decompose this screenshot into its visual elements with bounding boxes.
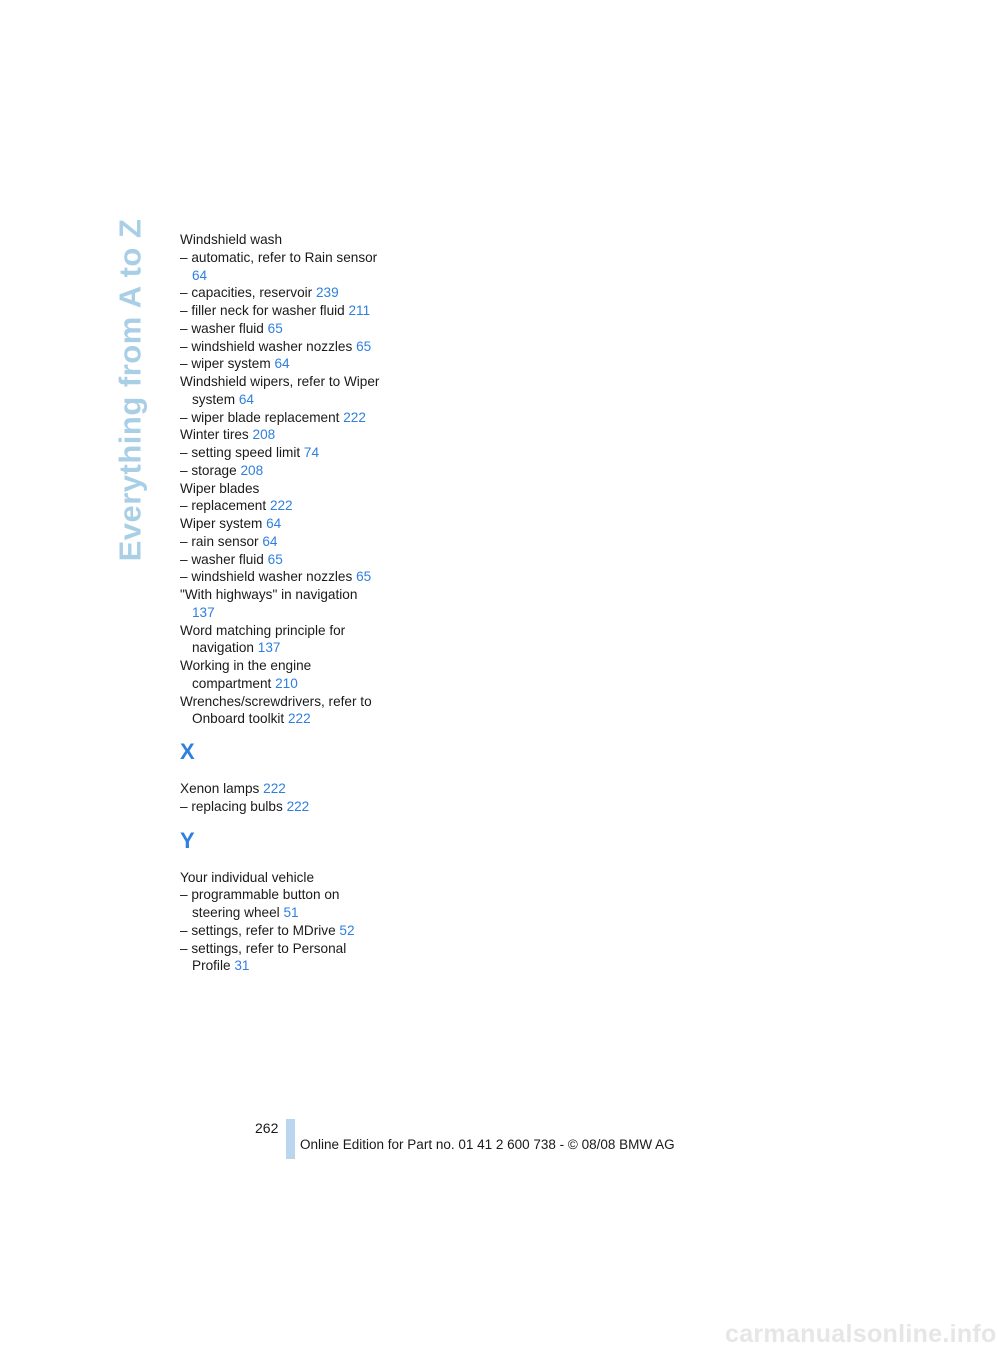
index-entry [180,869,380,887]
index-entry [180,444,380,462]
page-reference-link[interactable]: 208 [252,427,276,443]
index-entry [180,284,380,302]
page-reference-link[interactable]: 64 [274,356,290,372]
index-entry-text: – replacing bulbs [180,798,283,814]
side-section-title [100,218,160,562]
watermark-text: carmanualsonline.info [725,1320,997,1348]
page-reference-link[interactable]: 51 [283,905,299,920]
page-reference-link[interactable]: 210 [275,675,298,691]
index-entry [180,622,380,658]
index-entry-text: "With highways" in navigation [180,587,358,602]
page-reference-link[interactable]: 65 [267,320,283,336]
index-entry-text: – settings, refer to Personal Profile [180,940,347,974]
page-reference-link[interactable]: 222 [286,798,310,814]
index-entry-text: – settings, refer to MDrive [180,922,336,938]
index-entry [180,940,380,976]
index-entry-text: Xenon lamps [180,781,260,796]
page-reference-link[interactable]: 64 [192,267,208,283]
index-entry [180,586,380,622]
index-entry [180,780,380,798]
index-section-w [180,231,380,728]
index-entry [180,231,380,249]
page-reference-link[interactable]: 208 [240,462,264,478]
index-section-y [180,869,380,976]
page-reference-link[interactable]: 65 [356,338,372,354]
index-entry [180,922,380,940]
index-entry [180,338,380,356]
index-entry [180,657,380,693]
side-section-title-text: Everything from A to Z [112,218,148,562]
page-reference-link[interactable]: 64 [262,533,278,549]
index-entry-text: Wiper system [180,516,263,531]
index-entry-text: Word matching principle for navigation [180,622,346,656]
index-entry [180,798,380,816]
index-entry-text: – rain sensor [180,533,259,549]
index-entry [180,886,380,922]
index-entry-text: – storage [180,462,237,478]
index-entry [180,551,380,569]
index-entry-text: Windshield wipers, refer to Wiper system [180,374,380,407]
index-entry [180,320,380,338]
index-entry [180,426,380,444]
index-entry-text: Wrenches/screwdrivers, refer to Onboard toolkit [180,693,372,727]
index-entry-text: – washer fluid [180,551,264,567]
index-entry-text: Winter tires [180,427,249,443]
index-entry-text: Wiper blades [180,480,260,496]
page-reference-link[interactable]: 74 [303,445,320,460]
index-entry [180,462,380,480]
index-entry-text: – wiper blade replacement [180,409,340,425]
footer-edition-text: Online Edition for Part no. 01 41 2 600 738 - © 08/08 BMW AG [300,1137,675,1152]
footer-accent-bar [286,1119,295,1159]
index-entry [180,515,380,533]
index-entry [180,373,380,409]
index-section-x [180,780,380,816]
index-entry-text: – windshield washer nozzles [180,569,353,585]
page-reference-link[interactable]: 31 [234,958,250,974]
index-entry-text: – automatic, refer to Rain sensor [180,249,378,265]
page-number: 262 [255,1120,279,1136]
index-entry-text: – washer fluid [180,320,264,336]
page-reference-link[interactable]: 137 [192,604,215,620]
index-entry [180,409,380,427]
page-reference-link[interactable]: 222 [263,781,286,796]
page-reference-link[interactable]: 222 [343,409,366,425]
page-reference-link[interactable]: 64 [238,391,254,407]
page-reference-link[interactable]: 65 [356,569,372,585]
index-entry-text: – filler neck for washer fluid [180,303,345,318]
page-reference-link[interactable]: 222 [269,498,293,514]
page-reference-link[interactable]: 64 [266,516,282,531]
index-entry [180,249,380,285]
index-entry-text: Windshield wash [180,232,282,247]
index-entry [180,355,380,373]
index-letter-y: Y [180,827,195,853]
index-entry-text: – capacities, reservoir [180,285,313,301]
index-entry-text: Working in the engine compartment [180,658,312,691]
index-entry [180,568,380,586]
index-entry [180,302,380,320]
watermark-logo [725,1320,997,1358]
index-entry-text: Your individual vehicle [180,869,315,885]
page-reference-link[interactable]: 137 [257,640,281,656]
index-entry [180,480,380,498]
page-reference-link[interactable]: 52 [339,922,355,938]
index-entry [180,497,380,515]
page-reference-link[interactable]: 222 [287,711,311,727]
index-entry [180,693,380,729]
page-reference-link[interactable]: 239 [316,285,339,301]
index-entry-text: – replacement [180,498,267,514]
index-column [180,231,380,975]
index-entry [180,533,380,551]
index-entry-text: – windshield washer nozzles [180,338,353,354]
index-entry-text: – wiper system [180,356,271,372]
page-reference-link[interactable]: 211 [348,303,371,318]
index-entry-text: – setting speed limit [180,445,301,460]
index-letter-x: X [180,739,195,764]
page-reference-link[interactable]: 65 [267,551,283,567]
index-entry-text: – programmable button on steering wheel [180,887,340,920]
